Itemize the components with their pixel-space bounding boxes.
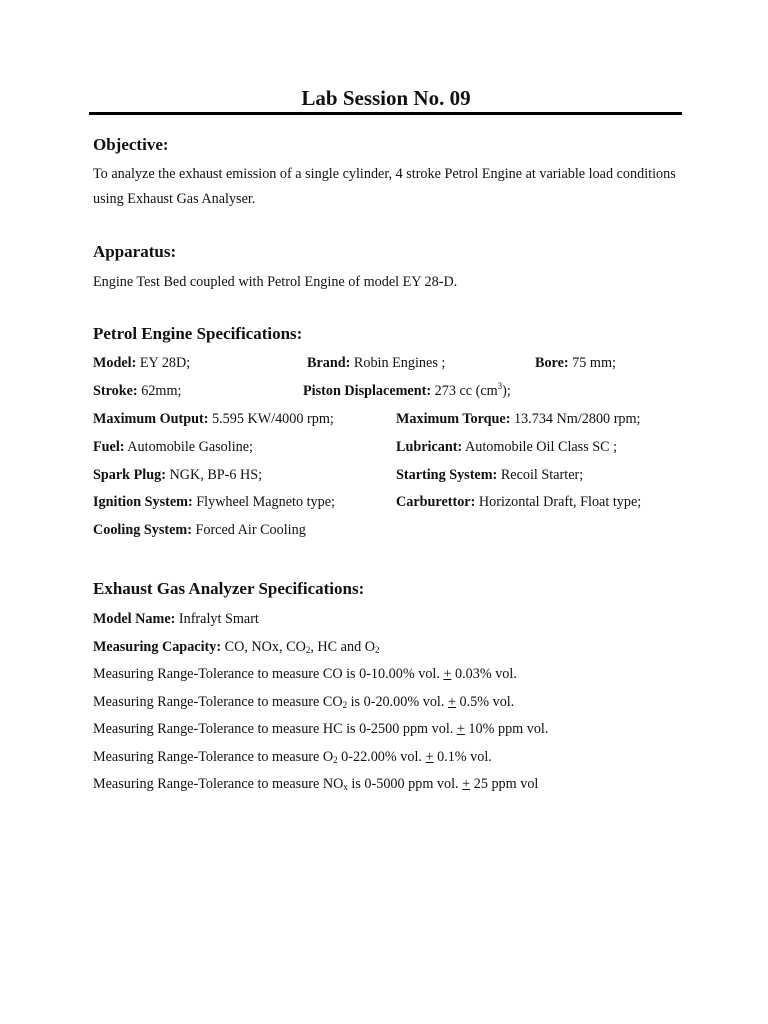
spec-value: , HC and O bbox=[310, 639, 375, 655]
spec-label: Fuel: bbox=[93, 439, 125, 455]
spec-label: Cooling System: bbox=[93, 522, 192, 538]
spec-value: Recoil Starter; bbox=[497, 467, 584, 483]
spec-carburettor bbox=[396, 494, 641, 511]
spec-value: 273 cc (cm bbox=[431, 383, 498, 399]
spec-bore bbox=[535, 355, 616, 372]
spec-value: NGK, BP-6 HS; bbox=[165, 467, 263, 483]
spec-brand bbox=[307, 355, 445, 372]
spec-label: Piston Displacement: bbox=[303, 383, 432, 399]
spec-value: Automobile Gasoline; bbox=[124, 439, 253, 455]
range-o2 bbox=[93, 749, 492, 766]
engine-specs-heading: Petrol Engine Specifications: bbox=[93, 324, 303, 343]
spec-lubricant bbox=[396, 439, 617, 456]
spec-cooling-system bbox=[93, 522, 306, 539]
spec-label: Spark Plug: bbox=[93, 467, 166, 483]
page-title: Lab Session No. 09 bbox=[301, 86, 471, 110]
analyzer-measuring-capacity bbox=[93, 639, 379, 656]
spec-spark-plug bbox=[93, 467, 262, 484]
spec-model bbox=[93, 355, 190, 372]
spec-piston-displacement bbox=[303, 383, 511, 400]
range-text: Measuring Range-Tolerance to measure CO bbox=[93, 694, 343, 710]
range-hc bbox=[93, 721, 548, 738]
subscript: x bbox=[343, 782, 348, 792]
spec-label: Maximum Torque: bbox=[396, 411, 511, 427]
spec-ignition-system bbox=[93, 494, 335, 511]
range-text: Measuring Range-Tolerance to measure NO bbox=[93, 776, 344, 792]
subscript: 2 bbox=[342, 700, 348, 710]
spec-value-tail: ); bbox=[502, 383, 511, 399]
plus-minus-symbol: + bbox=[443, 666, 452, 682]
spec-starting-system bbox=[396, 467, 583, 484]
objective-text: To analyze the exhaust emission of a single cylinder, 4 stroke Petrol Engine at variable load conditions using Exhaust Gas Analyser. bbox=[93, 166, 676, 207]
spec-value: 62mm; bbox=[137, 383, 182, 399]
spec-label: Stroke: bbox=[93, 383, 138, 399]
range-text: Measuring Range-Tolerance to measure CO is 0-10.00% vol. bbox=[93, 666, 444, 682]
spec-label: Starting System: bbox=[396, 467, 498, 483]
plus-minus-symbol: + bbox=[425, 749, 434, 765]
subscript: 2 bbox=[374, 645, 380, 655]
spec-value: Infralyt Smart bbox=[175, 611, 259, 627]
range-text: 0-22.00% vol. bbox=[337, 749, 426, 765]
range-co bbox=[93, 666, 517, 683]
plus-minus-symbol: + bbox=[456, 721, 465, 737]
objective-heading: Objective: bbox=[93, 135, 169, 154]
subscript: 2 bbox=[305, 645, 311, 655]
apparatus-heading: Apparatus: bbox=[93, 242, 177, 261]
analyzer-model-name bbox=[93, 611, 259, 628]
spec-value: CO, NOx, CO bbox=[221, 639, 306, 655]
range-co2 bbox=[93, 694, 514, 711]
analyzer-specs-heading: Exhaust Gas Analyzer Specifications: bbox=[93, 579, 365, 598]
range-text: is 0-5000 ppm vol. bbox=[347, 776, 463, 792]
range-text: is 0-20.00% vol. bbox=[347, 694, 448, 710]
apparatus-text: Engine Test Bed coupled with Petrol Engine of model EY 28-D. bbox=[93, 274, 458, 290]
spec-label: Brand: bbox=[307, 355, 351, 371]
spec-label: Model: bbox=[93, 355, 137, 371]
spec-value: Horizontal Draft, Float type; bbox=[475, 494, 642, 510]
range-text: 0.1% vol. bbox=[433, 749, 492, 765]
range-text: 10% ppm vol. bbox=[464, 721, 549, 737]
spec-label: Lubricant: bbox=[396, 439, 463, 455]
spec-value: 5.595 KW/4000 rpm; bbox=[208, 411, 334, 427]
range-text: 0.03% vol. bbox=[451, 666, 517, 682]
range-text: 25 ppm vol bbox=[470, 776, 539, 792]
superscript: 3 bbox=[497, 381, 503, 391]
spec-stroke bbox=[93, 383, 181, 400]
spec-label: Model Name: bbox=[93, 611, 176, 627]
spec-fuel bbox=[93, 439, 253, 456]
subscript: 2 bbox=[333, 755, 338, 765]
spec-maximum-output bbox=[93, 411, 334, 428]
spec-value: 75 mm; bbox=[568, 355, 616, 371]
spec-maximum-torque bbox=[396, 411, 641, 428]
spec-label: Ignition System: bbox=[93, 494, 193, 510]
plus-minus-symbol: + bbox=[447, 694, 456, 710]
range-text: Measuring Range-Tolerance to measure O bbox=[93, 749, 334, 765]
spec-value: Robin Engines ; bbox=[350, 355, 446, 371]
spec-value: EY 28D; bbox=[136, 355, 191, 371]
range-nox bbox=[93, 776, 538, 793]
plus-minus-symbol: + bbox=[462, 776, 471, 792]
spec-label: Bore: bbox=[535, 355, 569, 371]
spec-value: Flywheel Magneto type; bbox=[192, 494, 335, 510]
range-text: Measuring Range-Tolerance to measure HC is 0-2500 ppm vol. bbox=[93, 721, 457, 737]
spec-label: Carburettor: bbox=[396, 494, 476, 510]
spec-value: Automobile Oil Class SC ; bbox=[462, 439, 618, 455]
spec-value: 13.734 Nm/2800 rpm; bbox=[510, 411, 641, 427]
title-underline bbox=[89, 112, 682, 115]
spec-label: Maximum Output: bbox=[93, 411, 209, 427]
spec-label: Measuring Capacity: bbox=[93, 639, 222, 655]
spec-value: Forced Air Cooling bbox=[191, 522, 306, 538]
range-text: 0.5% vol. bbox=[455, 694, 515, 710]
